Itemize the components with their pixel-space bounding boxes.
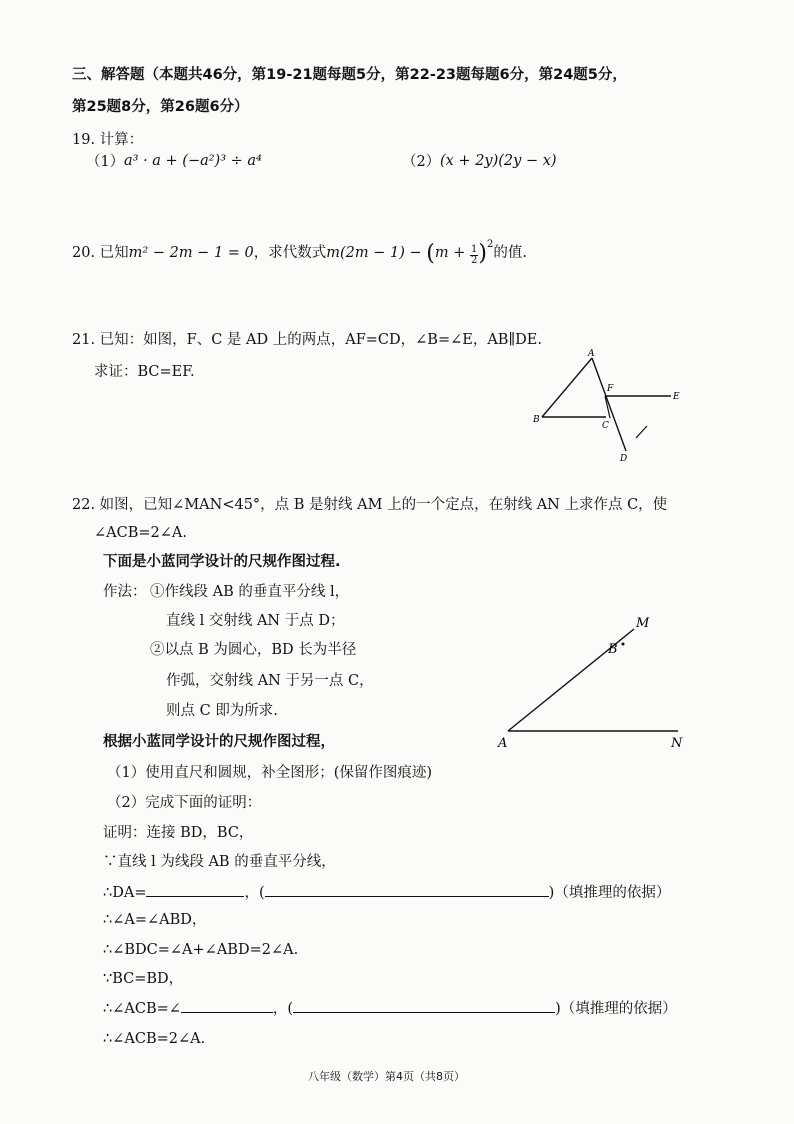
q22-answer-blank-da[interactable] xyxy=(146,882,244,897)
q20-text-given: 已知 xyxy=(99,245,129,261)
q19-part2-expression: (x + 2y)(2y − x) xyxy=(440,153,557,169)
q22-method-label: 作法： xyxy=(103,584,147,600)
q22-proof-line1: ∵直线 l 为线段 AB 的垂直平分线， xyxy=(103,854,336,870)
q22-label-b: B xyxy=(608,642,618,657)
q19-part1-expression: a³ · a + (−a²)³ ÷ a⁴ xyxy=(124,153,262,169)
q20-square-exponent: 2 xyxy=(486,239,494,250)
q21-prove: 求证：BC=EF. xyxy=(94,364,195,380)
q21-segment-ad xyxy=(592,358,626,451)
q21-label-d: D xyxy=(620,454,628,464)
q22-proof-line7: ∴∠ACB=2∠A. xyxy=(103,1031,206,1047)
q21-label-b: B xyxy=(533,415,540,425)
q22-statement-line1: 22. 如图，已知∠MAN<45°，点 B 是射线 AM 上的一个定点，在射线 AN 上求作点 C，使 xyxy=(72,497,668,513)
q21-label-c: C xyxy=(602,421,609,431)
q21-label-f: F xyxy=(607,384,614,394)
q22-point-b xyxy=(622,643,625,646)
q21-segment-ab xyxy=(542,358,592,417)
q20-left-paren: ( xyxy=(426,241,435,266)
q21-label-a: A xyxy=(588,349,595,359)
q22-proof-line4: ∴∠BDC=∠A+∠ABD=2∠A. xyxy=(103,942,299,958)
q22-proof-line2 xyxy=(103,882,670,902)
q22-intro: 下面是小蓝同学设计的尺规作图过程. xyxy=(103,554,341,570)
q22-proof6-prefix: ∴∠ACB=∠ xyxy=(103,1001,181,1017)
q21-figure xyxy=(528,346,698,468)
q21-stray-mark xyxy=(636,426,647,438)
q22-proof2-suffix: )（填推理的依据） xyxy=(548,885,671,901)
q20-statement xyxy=(72,236,527,266)
q20-number: 20. xyxy=(72,245,96,261)
q19-part1-label: （1） xyxy=(86,154,125,170)
q22-answer-blank-reason2[interactable] xyxy=(293,998,555,1013)
q22-task2: （2）完成下面的证明： xyxy=(107,795,262,811)
q22-proof6-mid: ，( xyxy=(272,1001,294,1017)
q20-expression-m: m + xyxy=(434,245,470,261)
q22-task1: （1）使用直尺和圆规，补全图形；(保留作图痕迹) xyxy=(107,765,433,781)
q21-given: 21. 已知：如图，F、C 是 AD 上的两点，AF=CD，∠B=∠E，AB∥DE. xyxy=(72,332,542,348)
q22-figure xyxy=(490,604,700,754)
q22-step1-line1: ①作线段 AB 的垂直平分线 l， xyxy=(150,584,350,600)
q22-step2-line1: ②以点 B 为圆心，BD 长为半径 xyxy=(150,642,357,658)
q22-proof-line6 xyxy=(103,998,677,1018)
q20-fraction-denominator: 2 xyxy=(470,255,478,266)
q20-condition: m² − 2m − 1 = 0 xyxy=(128,245,254,261)
q21-label-e: E xyxy=(673,392,680,402)
q22-label-m: M xyxy=(636,616,650,631)
q22-proof6-suffix: )（填推理的依据） xyxy=(555,1001,677,1017)
q22-label-a: A xyxy=(498,736,508,751)
page-footer: 八年级（数学）第4页（共8页） xyxy=(308,1070,465,1083)
q20-right-paren: ) xyxy=(478,241,487,266)
q19-title: 19. 计算： xyxy=(72,132,144,148)
q22-step2-line3: 则点 C 即为所求. xyxy=(166,703,278,719)
q19-part2-label: （2） xyxy=(402,154,441,170)
q22-proof-line3: ∴∠A=∠ABD， xyxy=(103,912,207,928)
q20-text-value: 的值. xyxy=(493,245,527,261)
q22-label-n: N xyxy=(671,736,683,751)
q20-text-find: ，求代数式 xyxy=(253,245,327,261)
q22-proof2-mid: ，( xyxy=(244,885,265,901)
section-header-line2: 第25题8分，第26题6分） xyxy=(72,99,249,115)
q22-basis: 根据小蓝同学设计的尺规作图过程， xyxy=(103,734,335,750)
q22-statement-line2: ∠ACB=2∠A. xyxy=(94,525,187,541)
q22-proof2-prefix: ∴DA= xyxy=(103,885,147,901)
q22-proof-line5: ∵BC=BD， xyxy=(103,971,184,987)
section-header-line1: 三、解答题（本题共46分，第19-21题每题5分，第22-23题每题6分，第24题5分， xyxy=(72,67,627,83)
q22-step1-line2: 直线 l 交射线 AN 于点 D； xyxy=(166,613,345,629)
q22-answer-blank-angle[interactable] xyxy=(181,998,273,1013)
q22-answer-blank-reason1[interactable] xyxy=(265,882,549,897)
q20-expression-part: m(2m − 1) − xyxy=(326,245,427,261)
q20-fraction-numerator: 1 xyxy=(470,244,478,255)
q22-step2-line2: 作弧，交射线 AN 于另一点 C， xyxy=(166,673,374,689)
q22-proof-line0: 证明：连接 BD，BC， xyxy=(103,825,254,841)
